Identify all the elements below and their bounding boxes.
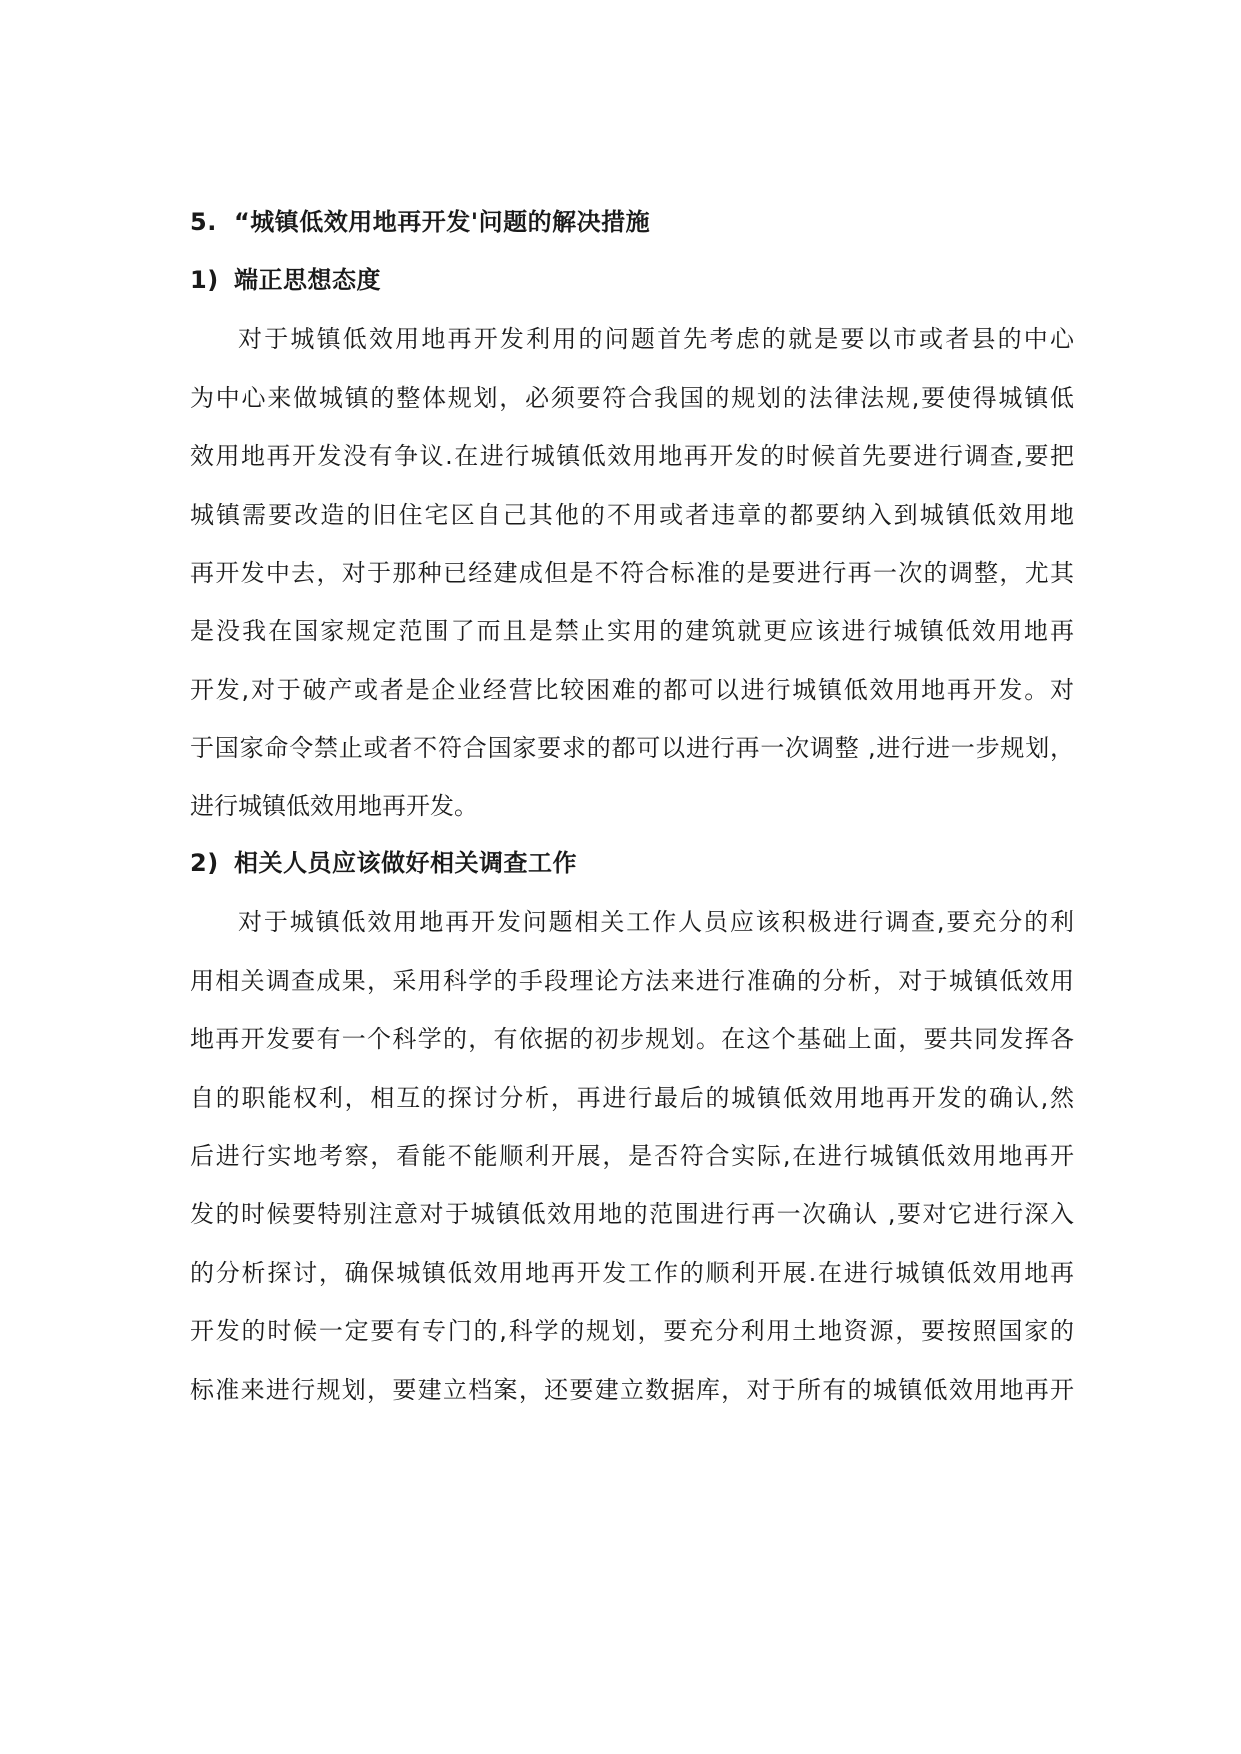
subsection-number: 2)	[190, 849, 219, 877]
paragraph-line: 开发,对于破产或者是企业经营比较困难的都可以进行城镇低效用地再开发。对	[190, 676, 1074, 704]
paragraph-line: 城镇需要改造的旧住宅区自己其他的不用或者违章的都要纳入到城镇低效用地	[190, 501, 1074, 529]
subsection-number: 1)	[190, 266, 219, 294]
section-title: “城镇低效用地再开发'问题的解决措施	[234, 208, 651, 236]
paragraph-line: 对于城镇低效用地再开发问题相关工作人员应该积极进行调查,要充分的利	[238, 908, 1074, 936]
paragraph-line: 于国家命令禁止或者不符合国家要求的都可以进行再一次调整 ,进行进一步规划，	[190, 734, 1074, 762]
paragraph-line: 用相关调查成果，采用科学的手段理论方法来进行准确的分析，对于城镇低效用	[190, 967, 1074, 995]
subsection-heading-1	[190, 264, 381, 296]
paragraph-line: 后进行实地考察，看能不能顺利开展，是否符合实际,在进行城镇低效用地再开	[190, 1142, 1074, 1170]
subsection-heading-2	[190, 847, 577, 879]
subsection-title: 相关人员应该做好相关调查工作	[234, 849, 577, 877]
paragraph-line: 对于城镇低效用地再开发利用的问题首先考虑的就是要以市或者县的中心	[238, 325, 1074, 353]
subsection-title: 端正思想态度	[234, 266, 381, 294]
paragraph-line: 为中心来做城镇的整体规划，必须要符合我国的规划的法律法规,要使得城镇低	[190, 384, 1074, 412]
paragraph-line: 发的时候要特别注意对于城镇低效用地的范围进行再一次确认 ,要对它进行深入	[190, 1200, 1074, 1228]
paragraph-line: 进行城镇低效用地再开发。	[190, 792, 478, 820]
paragraph-line: 效用地再开发没有争议.在进行城镇低效用地再开发的时候首先要进行调查,要把	[190, 442, 1074, 470]
paragraph-line: 地再开发要有一个科学的，有依据的初步规划。在这个基础上面，要共同发挥各	[190, 1025, 1074, 1053]
paragraph-line: 开发的时候一定要有专门的,科学的规划，要充分利用土地资源，要按照国家的	[190, 1317, 1074, 1345]
section-number: 5.	[190, 208, 217, 236]
paragraph-line: 自的职能权利，相互的探讨分析，再进行最后的城镇低效用地再开发的确认,然	[190, 1084, 1074, 1112]
paragraph-line: 是没我在国家规定范围了而且是禁止实用的建筑就更应该进行城镇低效用地再	[190, 617, 1074, 645]
paragraph-line: 再开发中去，对于那种已经建成但是不符合标准的是要进行再一次的调整，尤其	[190, 559, 1074, 587]
section-heading	[190, 206, 650, 238]
paragraph-line: 的分析探讨，确保城镇低效用地再开发工作的顺利开展.在进行城镇低效用地再	[190, 1259, 1074, 1287]
paragraph-line: 标准来进行规划，要建立档案，还要建立数据库，对于所有的城镇低效用地再开	[190, 1376, 1074, 1404]
